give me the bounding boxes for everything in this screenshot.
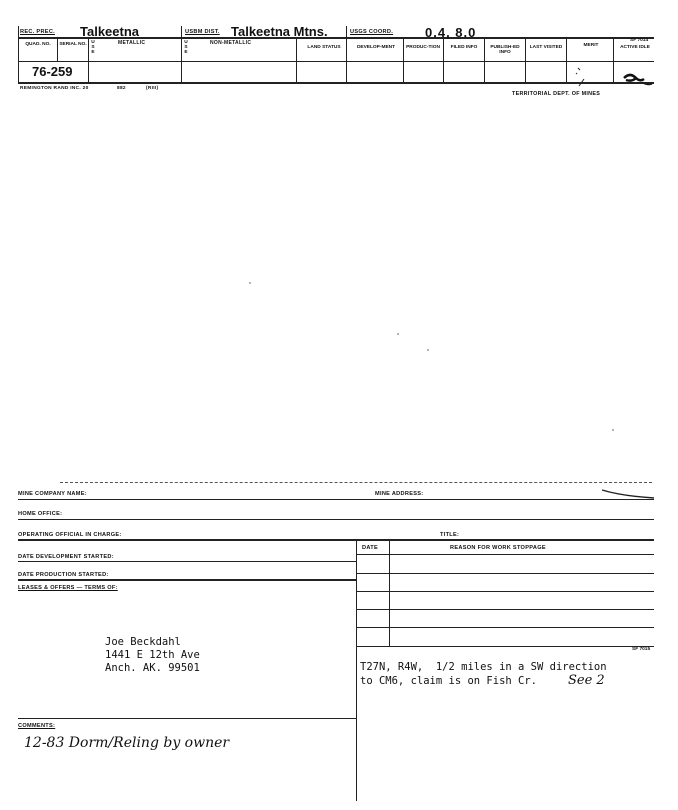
corner-scribble [596, 480, 656, 500]
use-label: U S E [91, 40, 95, 55]
filed-info-label: FILED INFO [450, 45, 478, 50]
land-status-label: LAND STATUS [307, 45, 341, 50]
last-visited-label: LAST VISITED [529, 45, 563, 50]
scan-specks [0, 100, 678, 480]
location-line-1: T27N, R4W, 1/2 miles in a SW direction [360, 661, 607, 673]
location-line-2: to CM6, claim is on Fish Cr. [360, 675, 538, 687]
divider [443, 37, 444, 82]
mine-address-label: MINE ADDRESS: [375, 491, 424, 497]
divider [181, 26, 182, 82]
owner-name: Joe Beckdahl [105, 636, 181, 648]
date-dev-label: DATE DEVELOPMENT STARTED: [18, 554, 114, 560]
row-line [356, 573, 654, 574]
rec-prec-value: Talkeetna [80, 24, 140, 39]
development-label: DEVELOP-MENT [356, 45, 396, 50]
operating-official-label: OPERATING OFFICIAL IN CHARGE: [18, 532, 122, 538]
divider [356, 539, 357, 801]
top-dash [60, 482, 652, 483]
printer-code: 882 [117, 86, 126, 91]
row-divider [18, 61, 654, 62]
reason-label: REASON FOR WORK STOPPAGE [450, 545, 546, 551]
home-office-label: HOME OFFICE: [18, 511, 63, 517]
mine-company-label: MINE COMPANY NAME: [18, 491, 87, 497]
production-label: PRODUC-TION [406, 45, 440, 50]
left-border [18, 26, 19, 82]
row-line [18, 561, 356, 562]
divider [57, 37, 58, 61]
form-code2: SF 7015 [632, 647, 651, 652]
comments-label: COMMENTS: [18, 723, 56, 729]
divider [484, 37, 485, 82]
row-line [356, 554, 654, 555]
quad-label: QUAD. NO. [25, 42, 51, 47]
divider [525, 37, 526, 82]
usgs-coord-label: USGS COORD. [350, 29, 394, 35]
date-col-label: DATE [362, 545, 379, 551]
nonmetallic-label: NON-METALLIC [210, 40, 252, 46]
published-info-label: PUBLISH-ED INFO [490, 45, 520, 56]
serial-value: 76-259 [32, 64, 73, 79]
see-note: See 2 [568, 673, 605, 688]
usbm-dist-value: Talkeetna Mtns. [231, 24, 328, 39]
serial-label: SERIAL NO. [59, 42, 87, 47]
title-label: TITLE: [440, 532, 460, 538]
owner-city: Anch. AK. 99501 [105, 662, 200, 674]
row-line [18, 499, 654, 500]
row-line [18, 539, 654, 541]
usbm-dist-label: USBM DIST. [185, 29, 220, 35]
divider [403, 37, 404, 82]
merit-marks [566, 64, 658, 90]
comments-value: 12-83 Dorm/Reling by owner [24, 735, 230, 751]
row-line [18, 718, 356, 719]
row-line [356, 609, 654, 610]
date-prod-label: DATE PRODUCTION STARTED: [18, 572, 109, 578]
dept-label: TERRITORIAL DEPT. OF MINES [512, 91, 601, 97]
divider [88, 37, 89, 82]
printer-note: REMINGTON RAND INC. 20 [20, 86, 89, 91]
row-line [356, 646, 654, 647]
printer-note2: (RIII) [146, 86, 159, 91]
owner-street: 1441 E 12th Ave [105, 649, 200, 661]
form-code: SF 7014 [630, 38, 649, 43]
rec-prec-label: REC. PREC. [20, 29, 56, 35]
row-line [356, 627, 654, 628]
divider [346, 26, 347, 82]
use2-label: U S E [184, 40, 188, 55]
metallic-label: METALLIC [118, 40, 146, 46]
row-line [18, 579, 356, 581]
divider [296, 37, 297, 82]
merit-label: MERIT [583, 43, 599, 48]
bottom-border [18, 82, 654, 84]
divider [389, 539, 390, 646]
row-line [356, 591, 654, 592]
usgs-coord-value: 0.4, 8.0 [425, 25, 477, 40]
row-line [18, 519, 654, 520]
leases-label: LEASES & OFFERS — TERMS OF: [18, 585, 118, 591]
active-idle-label: ACTIVE IDLE [620, 45, 650, 50]
